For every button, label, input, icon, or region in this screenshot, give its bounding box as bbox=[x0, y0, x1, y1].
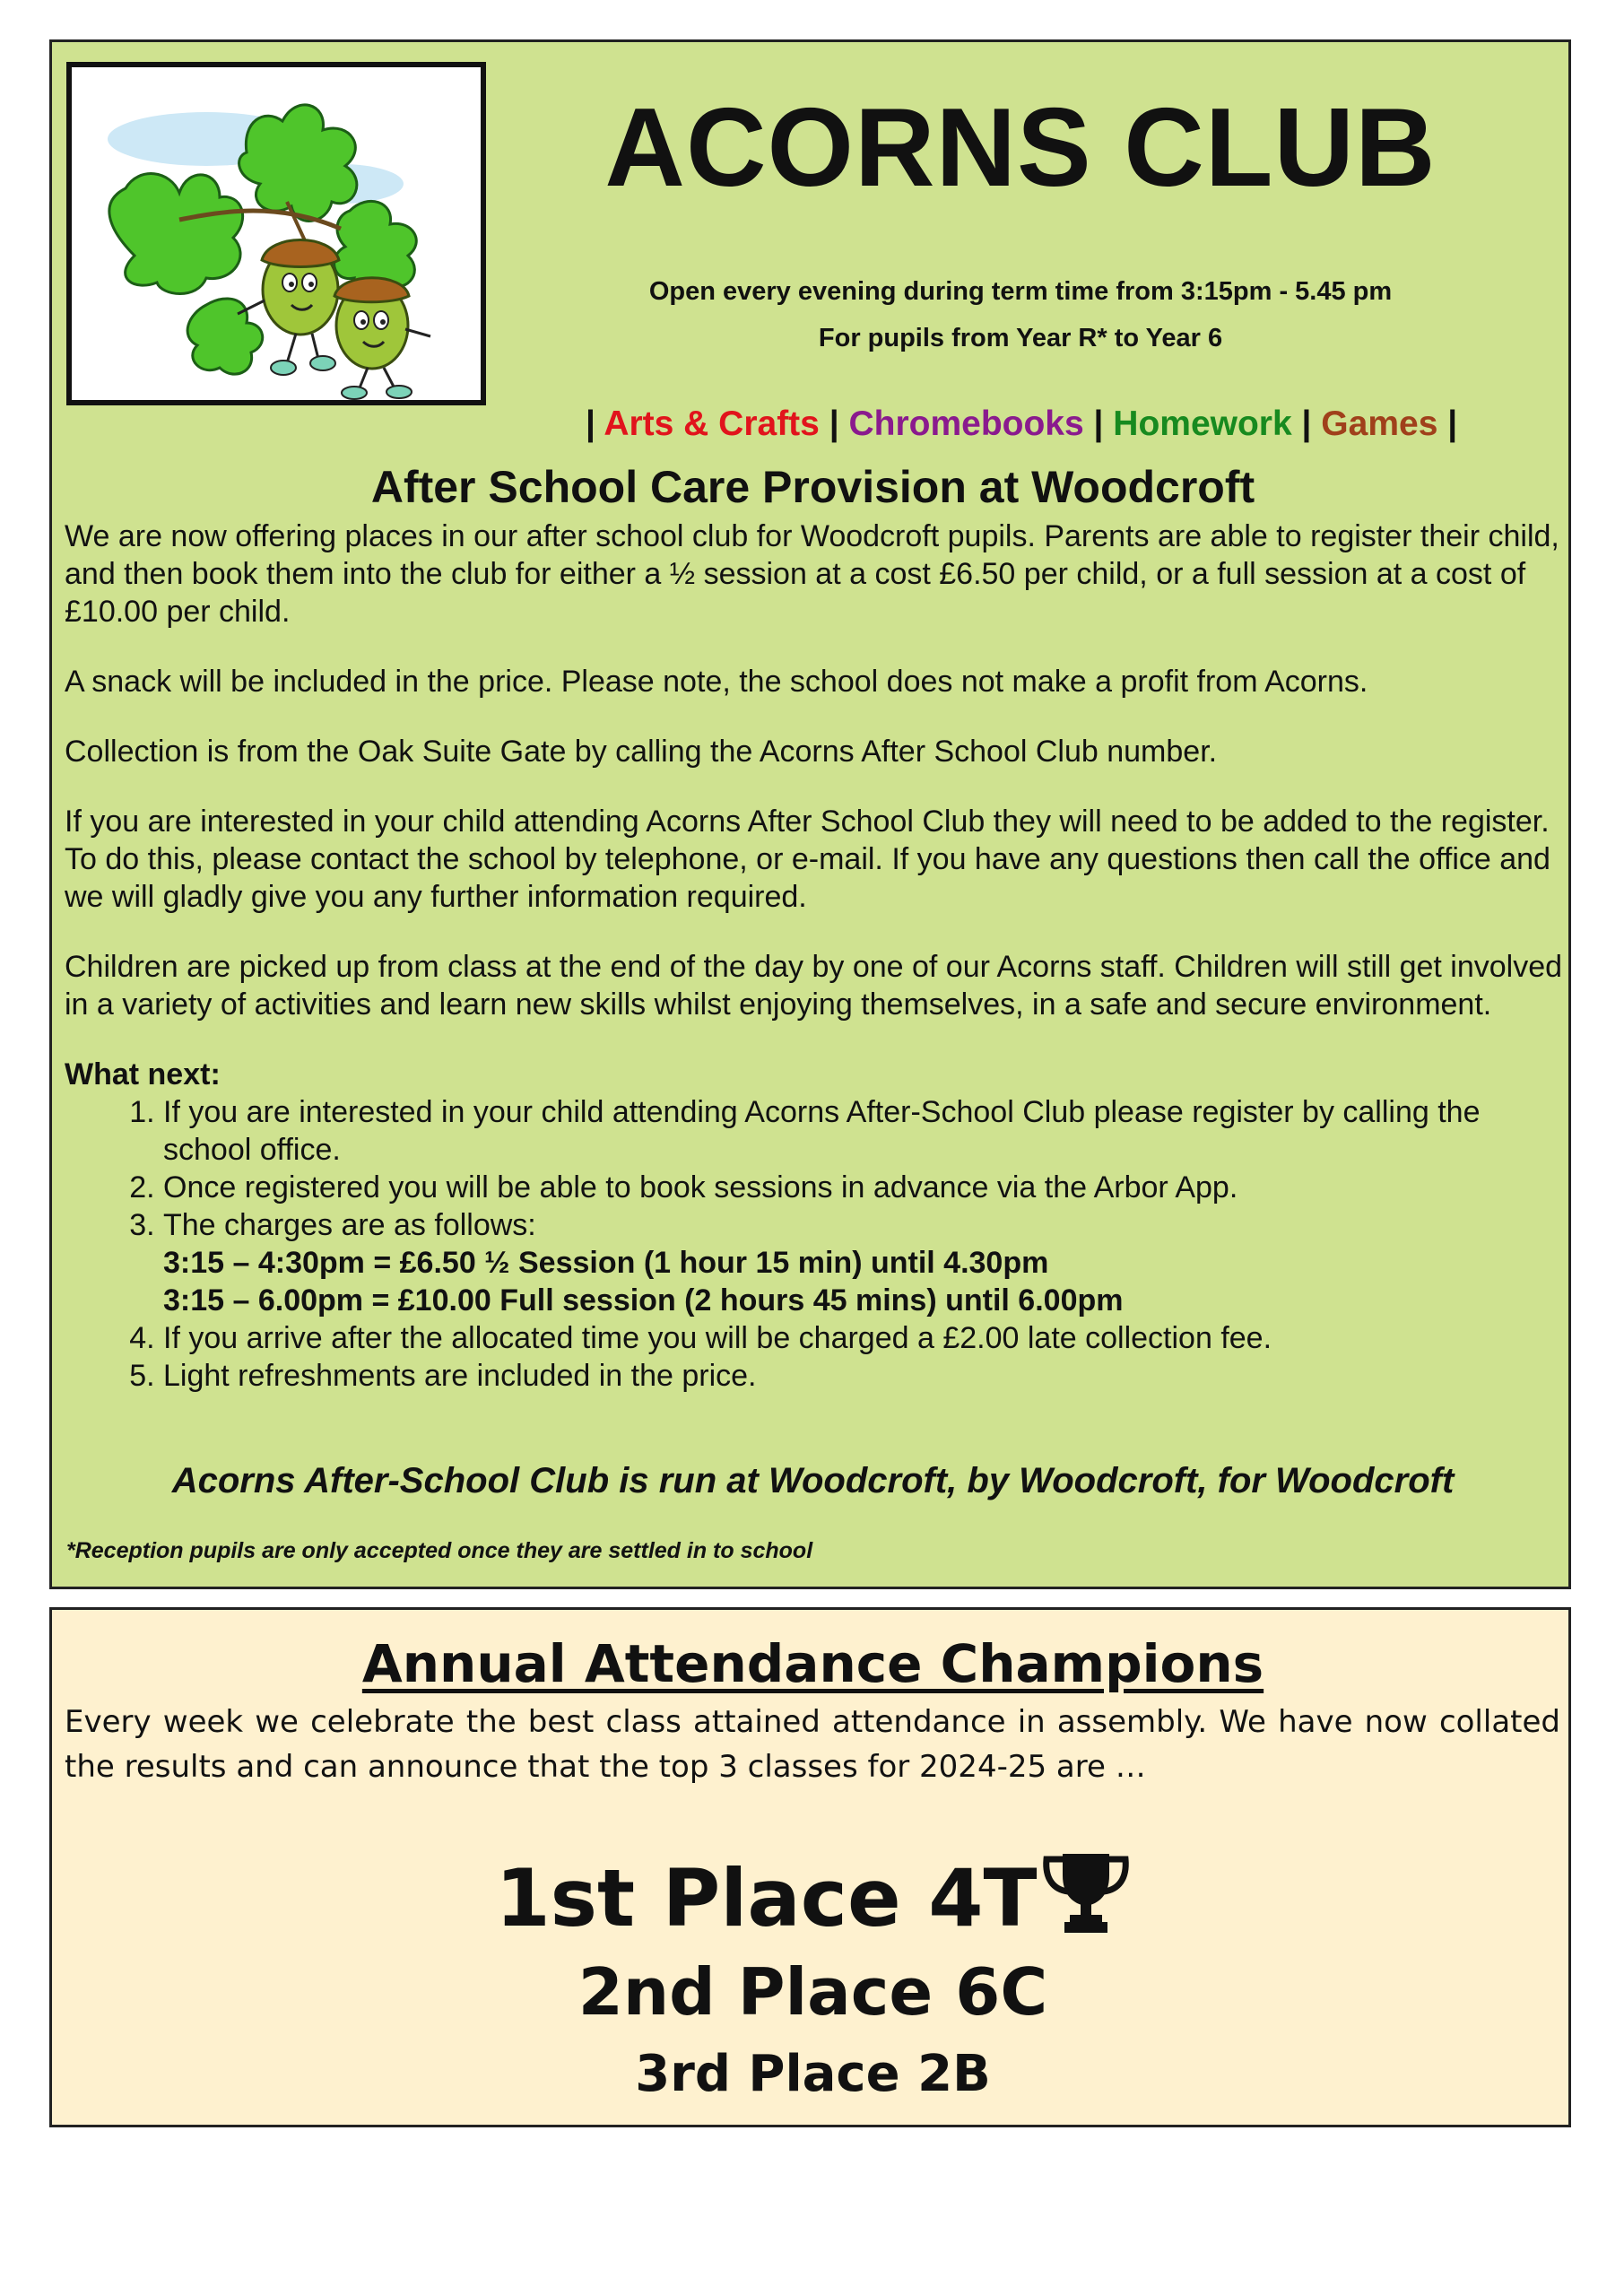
activities-list bbox=[586, 404, 1457, 444]
club-title: ACORNS CLUB bbox=[604, 86, 1437, 210]
step-text: Light refreshments are included in the price. bbox=[163, 1359, 757, 1393]
list-item bbox=[163, 1319, 1564, 1357]
step-text: The charges are as follows: bbox=[163, 1208, 536, 1242]
attendance-champions-panel bbox=[49, 1607, 1571, 2127]
charge-half-session: 3:15 – 4:30pm = £6.50 ½ Session (1 hour 15 min) until 4.30pm bbox=[163, 1246, 1049, 1280]
charge-full-session: 3:15 – 6.00pm = £10.00 Full session (2 hours 45 mins) until 6.00pm bbox=[163, 1283, 1124, 1318]
section-heading: After School Care Provision at Woodcroft bbox=[370, 462, 1255, 512]
paragraph-collection: Collection is from the Oak Suite Gate by calling the Acorns After School Club number. bbox=[65, 735, 1218, 769]
activity-homework: Homework bbox=[1113, 404, 1292, 443]
paragraph-intro: We are now offering places in our after school club for Woodcroft pupils. Parents are able to register their child, and then book them into the club for either a ½ session at a cost £6.50 per child, or a full session at a cost of £10.00 per child. bbox=[65, 519, 1559, 629]
paragraph-activities: Children are picked up from class at the end of the day by one of our Acorns staff. Children will still get involved in a variety of activities and learn new skills whilst enjoying themselves, in a safe and secure environment. bbox=[65, 950, 1563, 1022]
step-text: If you arrive after the allocated time you will be charged a £2.00 late collection fee. bbox=[163, 1321, 1272, 1355]
activity-arts-crafts: Arts & Crafts bbox=[604, 404, 820, 443]
separator: | bbox=[1301, 404, 1312, 443]
step-text: If you are interested in your child attending Acorns After-School Club please register by calling the school office. bbox=[163, 1095, 1481, 1167]
attendance-title: Annual Attendance Champions bbox=[361, 1633, 1264, 1694]
separator: | bbox=[829, 404, 839, 443]
separator: | bbox=[1093, 404, 1104, 443]
list-item bbox=[163, 1169, 1564, 1206]
year-groups: For pupils from Year R* to Year 6 bbox=[818, 324, 1223, 352]
acorn-logo bbox=[66, 62, 486, 405]
activity-chromebooks: Chromebooks bbox=[848, 404, 1084, 443]
separator: | bbox=[1447, 404, 1458, 443]
third-place: 3rd Place 2B bbox=[635, 2045, 991, 2103]
list-item bbox=[163, 1093, 1564, 1169]
list-item bbox=[163, 1357, 1564, 1395]
paragraph-snack: A snack will be included in the price. Please note, the school does not make a profit from Acorns. bbox=[65, 665, 1368, 699]
step-text: Once registered you will be able to book sessions in advance via the Arbor App. bbox=[163, 1170, 1238, 1205]
paragraph-register: If you are interested in your child attending Acorns After School Club they will need to be added to the register. To do this, please contact the school by telephone, or e-mail. If you have any questions then call the office and we will gladly give you any further information required. bbox=[65, 804, 1550, 914]
reception-footnote: *Reception pupils are only accepted once they are settled in to school bbox=[66, 1538, 813, 1563]
acorns-club-panel bbox=[49, 39, 1571, 1589]
first-place bbox=[52, 1848, 1574, 1944]
club-description bbox=[65, 517, 1564, 1395]
trophy-icon bbox=[1041, 1848, 1131, 1935]
what-next-title: What next: bbox=[65, 1057, 221, 1091]
opening-hours: Open every evening during term time from 3:15pm - 5.45 pm bbox=[648, 277, 1393, 306]
activity-games: Games bbox=[1321, 404, 1438, 443]
separator: | bbox=[586, 404, 595, 443]
club-tagline: Acorns After-School Club is run at Woodcroft, by Woodcroft, for Woodcroft bbox=[171, 1461, 1455, 1500]
attendance-intro: Every week we celebrate the best class attained attendance in assembly. We have now collated the results and can announce that the top 3 classes for 2024-25 are … bbox=[65, 1704, 1560, 1785]
list-item bbox=[163, 1206, 1564, 1319]
second-place: 2nd Place 6C bbox=[578, 1954, 1048, 2030]
what-next-steps bbox=[65, 1093, 1564, 1395]
acorn-illustration-icon bbox=[72, 67, 481, 400]
first-place-label: 1st Place 4T bbox=[495, 1852, 1038, 1944]
